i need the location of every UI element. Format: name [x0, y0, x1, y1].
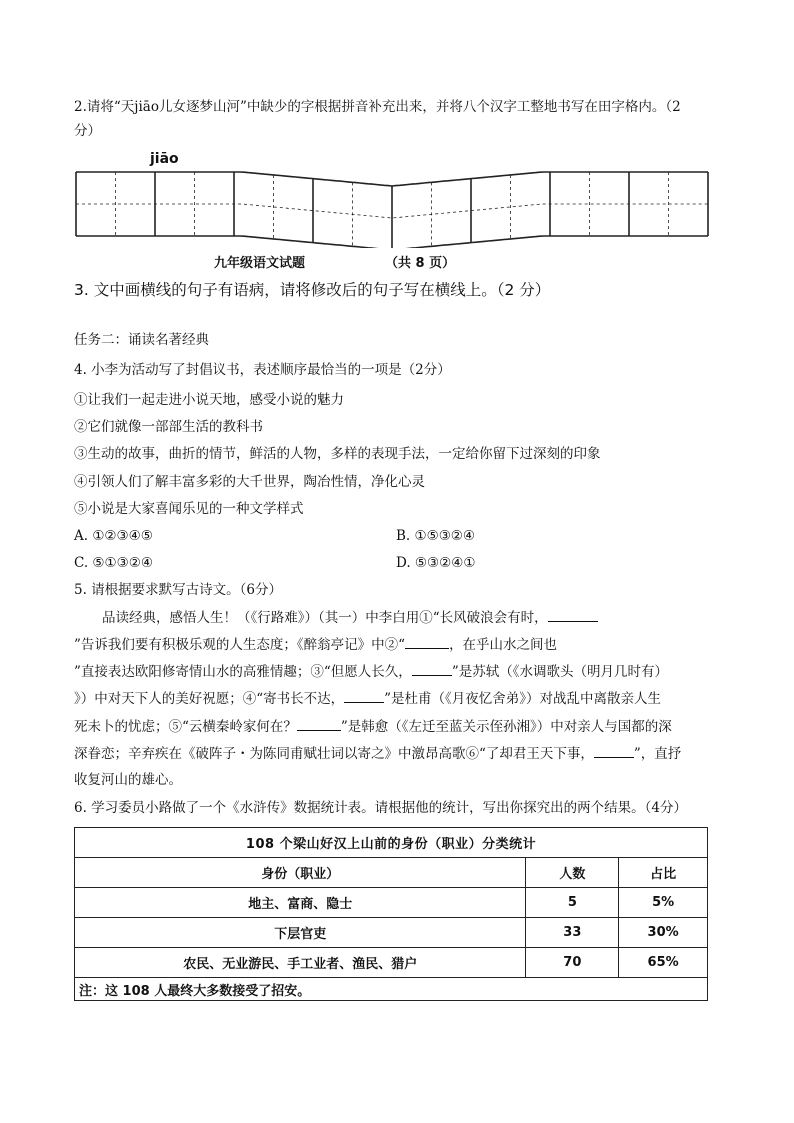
stat-header-ratio: 占比 — [619, 858, 708, 888]
q2-stem-line2: 分） — [74, 123, 101, 139]
q4-option-d[interactable]: D. ⑤③②④① — [396, 555, 476, 571]
table-cell: 5 — [526, 888, 619, 918]
stat-table — [74, 827, 708, 1001]
q5-blank-6[interactable] — [594, 743, 634, 758]
table-cell: 下层官吏 — [75, 918, 526, 948]
q4-item-3: ③生动的故事，曲折的情节，鲜活的人物，多样的表现手法，一定给你留下过深刻的印象 — [74, 446, 601, 462]
q5-text: ”是杜甫（《月夜忆舍弟》）对战乱中离散亲人生 — [384, 691, 662, 707]
stat-header-identity: 身份（职业） — [75, 858, 526, 888]
q4-item-5: ⑤小说是大家喜闻乐见的一种文学样式 — [74, 501, 304, 517]
table-cell: 30% — [619, 918, 708, 948]
q4-item-1: ①让我们一起走进小说天地，感受小说的魅力 — [74, 392, 344, 408]
table-row — [75, 888, 708, 918]
table-row — [75, 918, 708, 948]
q5-text: ”是苏轼（《水调歌头（明月几时有） — [451, 664, 668, 680]
q5-para-line4 — [74, 688, 661, 709]
task2-title: 任务二：诵读名著经典 — [74, 332, 209, 348]
q5-text: 死未卜的忧虑；⑤“云横秦岭家何在？ — [74, 719, 297, 735]
stat-table-note: 注：这 108 人最终大多数接受了招安。 — [75, 978, 708, 1001]
q5-blank-2[interactable] — [405, 634, 449, 649]
q5-para-line5 — [74, 716, 672, 737]
table-cell: 33 — [526, 918, 619, 948]
q5-blank-1[interactable] — [548, 607, 598, 622]
grid-line — [76, 172, 708, 186]
q5-para-line2 — [74, 634, 557, 655]
table-cell: 农民、无业游民、手工业者、渔民、猎户 — [75, 948, 526, 978]
q5-text: ”是韩愈（《左迁至蓝关示侄孙湘》）中对亲人与国都的深 — [340, 719, 672, 735]
table-cell: 地主、富商、隐士 — [75, 888, 526, 918]
q5-text: ，在乎山水之间也 — [449, 637, 558, 653]
table-cell: 5% — [619, 888, 708, 918]
q5-blank-3[interactable] — [412, 661, 452, 676]
q5-para-line6 — [74, 743, 681, 764]
stat-table-title: 108 个梁山好汉上山前的身份（职业）分类统计 — [75, 828, 708, 858]
q5-text: 》）中对天下人的美好祝愿；④“寄书长不达， — [74, 691, 345, 707]
q3-stem: 3. 文中画横线的句子有语病，请将修改后的句子写在横线上。（2 分） — [74, 281, 551, 299]
q5-para-line3 — [74, 661, 668, 682]
q5-blank-5[interactable] — [297, 716, 341, 731]
q4-option-a[interactable]: A. ①②③④⑤ — [74, 528, 153, 544]
q5-text: 深眷恋；辛弃疾在《破阵子・为陈同甫赋壮词以寄之》中激昂高歌⑥“了却君王天下事， — [74, 746, 594, 762]
page-footer-title: 九年级语文试题 — [214, 256, 306, 271]
page-footer — [214, 254, 455, 274]
q4-stem: 4. 小李为活动写了封倡议书，表述顺序最恰当的一项是（2分） — [74, 362, 451, 378]
q5-text: ”直接表达欧阳修寄情山水的高雅情趣；③“但愿人长久， — [74, 664, 412, 680]
q5-text: ”，直抒 — [633, 746, 682, 762]
stat-header-count: 人数 — [526, 858, 619, 888]
q5-text: 品读经典，感悟人生！（《行路难》）（其一）中李白用①“长风破浪会有时， — [102, 610, 548, 626]
q5-para-line7: 收复河山的雄心。 — [74, 772, 182, 788]
table-row — [75, 948, 708, 978]
q4-option-c[interactable]: C. ⑤①③②④ — [74, 555, 153, 571]
q6-stem: 6. 学习委员小路做了一个《水浒传》数据统计表。请根据他的统计，写出你探究出的两个结果。（4分） — [74, 800, 688, 816]
q5-para-line1 — [102, 607, 598, 628]
page-footer-pages: （共 8 页） — [385, 256, 456, 271]
table-cell: 70 — [526, 948, 619, 978]
q4-item-2: ②它们就像一部部生活的教科书 — [74, 419, 263, 435]
q2-pinyin: jiāo — [150, 151, 179, 167]
q4-item-4: ④引领人们了解丰富多彩的大千世界，陶冶性情，净化心灵 — [74, 474, 425, 490]
tianzige-grid[interactable] — [74, 168, 710, 252]
q5-text: ”告诉我们要有积极乐观的人生态度；《醉翁亭记》中②“ — [74, 637, 406, 653]
q5-stem: 5. 请根据要求默写古诗文。（6分） — [74, 582, 283, 598]
table-cell: 65% — [619, 948, 708, 978]
q4-option-b[interactable]: B. ①⑤③②④ — [396, 528, 476, 544]
q5-blank-4[interactable] — [344, 688, 384, 703]
q2-stem-line1: 2.请将“天jiāo儿女逐梦山河”中缺少的字根据拼音补充出来，并将八个汉字工整地书写在田字格内。（2 — [74, 99, 681, 115]
